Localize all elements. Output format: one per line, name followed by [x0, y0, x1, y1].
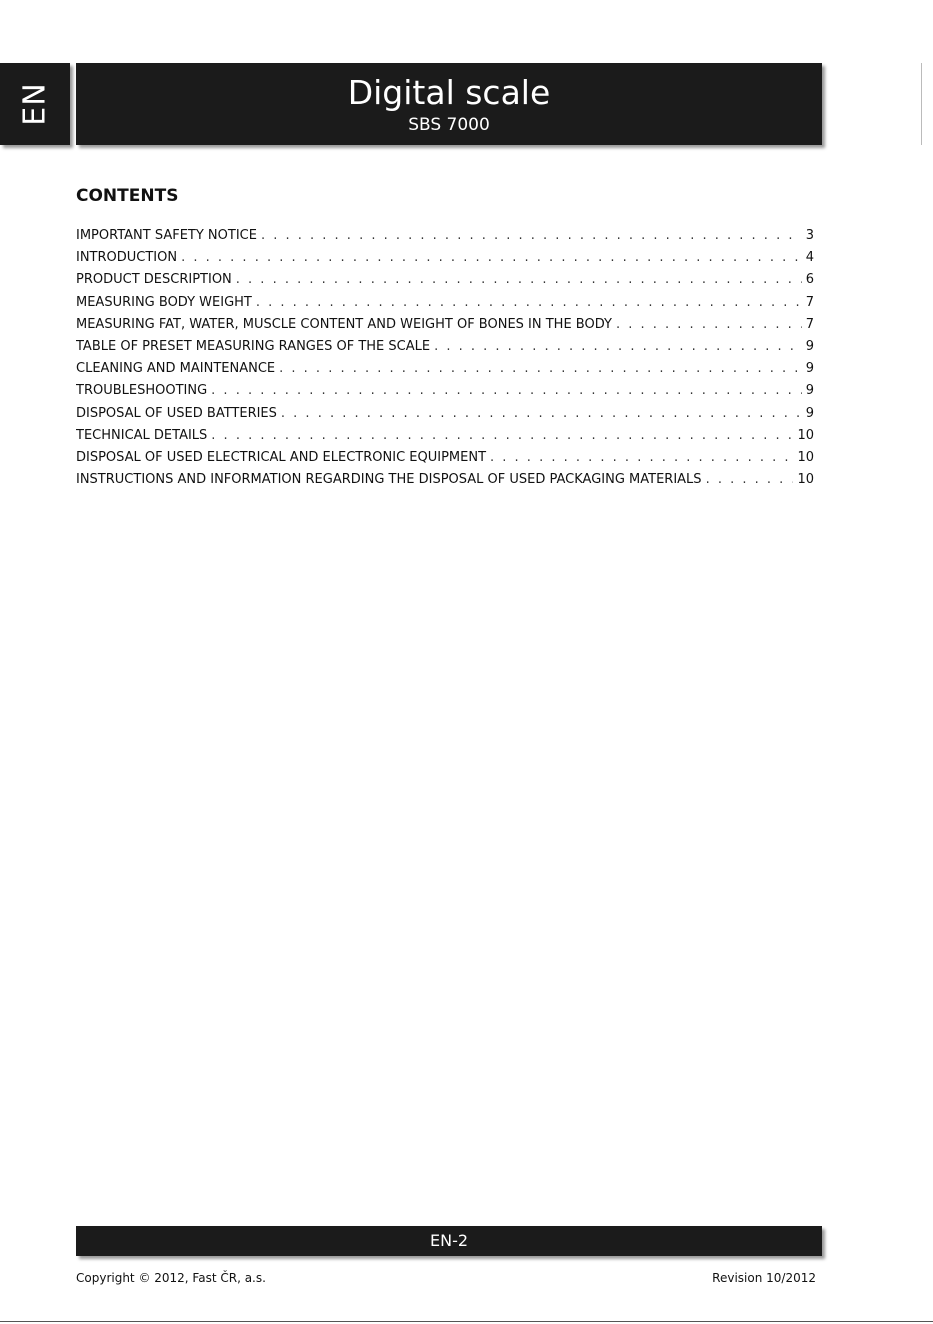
- toc-entry[interactable]: [76, 295, 814, 317]
- copyright-notice: Copyright © 2012, Fast ČR, a.s.: [76, 1271, 266, 1285]
- toc-entry-label: PRODUCT DESCRIPTION: [76, 272, 232, 288]
- toc-entry[interactable]: [76, 339, 814, 361]
- footer-bar: [76, 1226, 822, 1256]
- toc-leader-dots: [616, 317, 802, 332]
- toc-leader-dots: [181, 250, 802, 265]
- toc-entry-label: IMPORTANT SAFETY NOTICE: [76, 228, 257, 243]
- toc-entry-page: 7: [805, 316, 814, 332]
- toc-entry[interactable]: [76, 317, 814, 339]
- contents-heading: CONTENTS: [76, 186, 179, 206]
- model-number: SBS 7000: [408, 115, 490, 135]
- toc-leader-dots: [490, 450, 793, 465]
- toc-entry-page: 9: [805, 405, 814, 421]
- toc-leader-dots: [236, 272, 802, 287]
- toc-entry-page: 7: [805, 294, 814, 310]
- title-bar: [76, 63, 822, 145]
- toc-entry-label: DISPOSAL OF USED ELECTRICAL AND ELECTRONIC EQUIPMENT: [76, 449, 487, 465]
- toc-entry-page: 6: [805, 272, 814, 288]
- toc-entry-label: INSTRUCTIONS AND INFORMATION REGARDING THE DISPOSAL OF USED PACKAGING MATERIALS: [76, 472, 702, 488]
- toc-entry-page: 10: [797, 449, 814, 465]
- toc-leader-dots: [434, 339, 802, 354]
- table-of-contents: [76, 228, 814, 494]
- toc-entry[interactable]: [76, 383, 814, 405]
- toc-entry[interactable]: [76, 472, 814, 494]
- language-tab: [0, 63, 70, 145]
- toc-entry-page: 3: [805, 228, 814, 243]
- page-number: EN-2: [429, 1231, 469, 1250]
- toc-leader-dots: [211, 428, 793, 443]
- toc-entry[interactable]: [76, 272, 814, 294]
- toc-entry[interactable]: [76, 406, 814, 428]
- toc-entry-page: 9: [805, 338, 814, 354]
- revision-label: Revision 10/2012: [712, 1271, 816, 1285]
- toc-leader-dots: [256, 295, 802, 310]
- toc-entry[interactable]: [76, 250, 814, 272]
- toc-leader-dots: [279, 361, 802, 376]
- toc-leader-dots: [261, 228, 802, 243]
- toc-entry-label: DISPOSAL OF USED BATTERIES: [76, 405, 277, 421]
- toc-leader-dots: [706, 472, 794, 487]
- header-edge-rule: [921, 63, 922, 145]
- document-title: Digital scale: [347, 73, 551, 112]
- toc-entry-label: TECHNICAL DETAILS: [76, 427, 208, 443]
- page-bottom-rule: [0, 1321, 933, 1322]
- toc-entry-label: MEASURING FAT, WATER, MUSCLE CONTENT AND WEIGHT OF BONES IN THE BODY: [76, 316, 612, 332]
- toc-entry[interactable]: [76, 228, 814, 250]
- toc-entry-label: TABLE OF PRESET MEASURING RANGES OF THE SCALE: [76, 338, 431, 354]
- toc-entry[interactable]: [76, 428, 814, 450]
- toc-entry-page: 9: [805, 361, 814, 377]
- toc-entry[interactable]: [76, 361, 814, 383]
- toc-leader-dots: [281, 406, 802, 421]
- toc-entry-label: INTRODUCTION: [76, 250, 178, 266]
- toc-entry[interactable]: [76, 450, 814, 472]
- toc-entry-label: TROUBLESHOOTING: [76, 383, 208, 399]
- toc-entry-page: 9: [805, 383, 814, 399]
- toc-entry-page: 10: [797, 427, 814, 443]
- toc-leader-dots: [211, 383, 802, 398]
- toc-entry-label: MEASURING BODY WEIGHT: [76, 294, 252, 310]
- toc-entry-page: 4: [805, 250, 814, 266]
- toc-entry-page: 10: [797, 472, 814, 488]
- language-tab-label: EN: [17, 82, 53, 126]
- toc-entry-label: CLEANING AND MAINTENANCE: [76, 361, 276, 377]
